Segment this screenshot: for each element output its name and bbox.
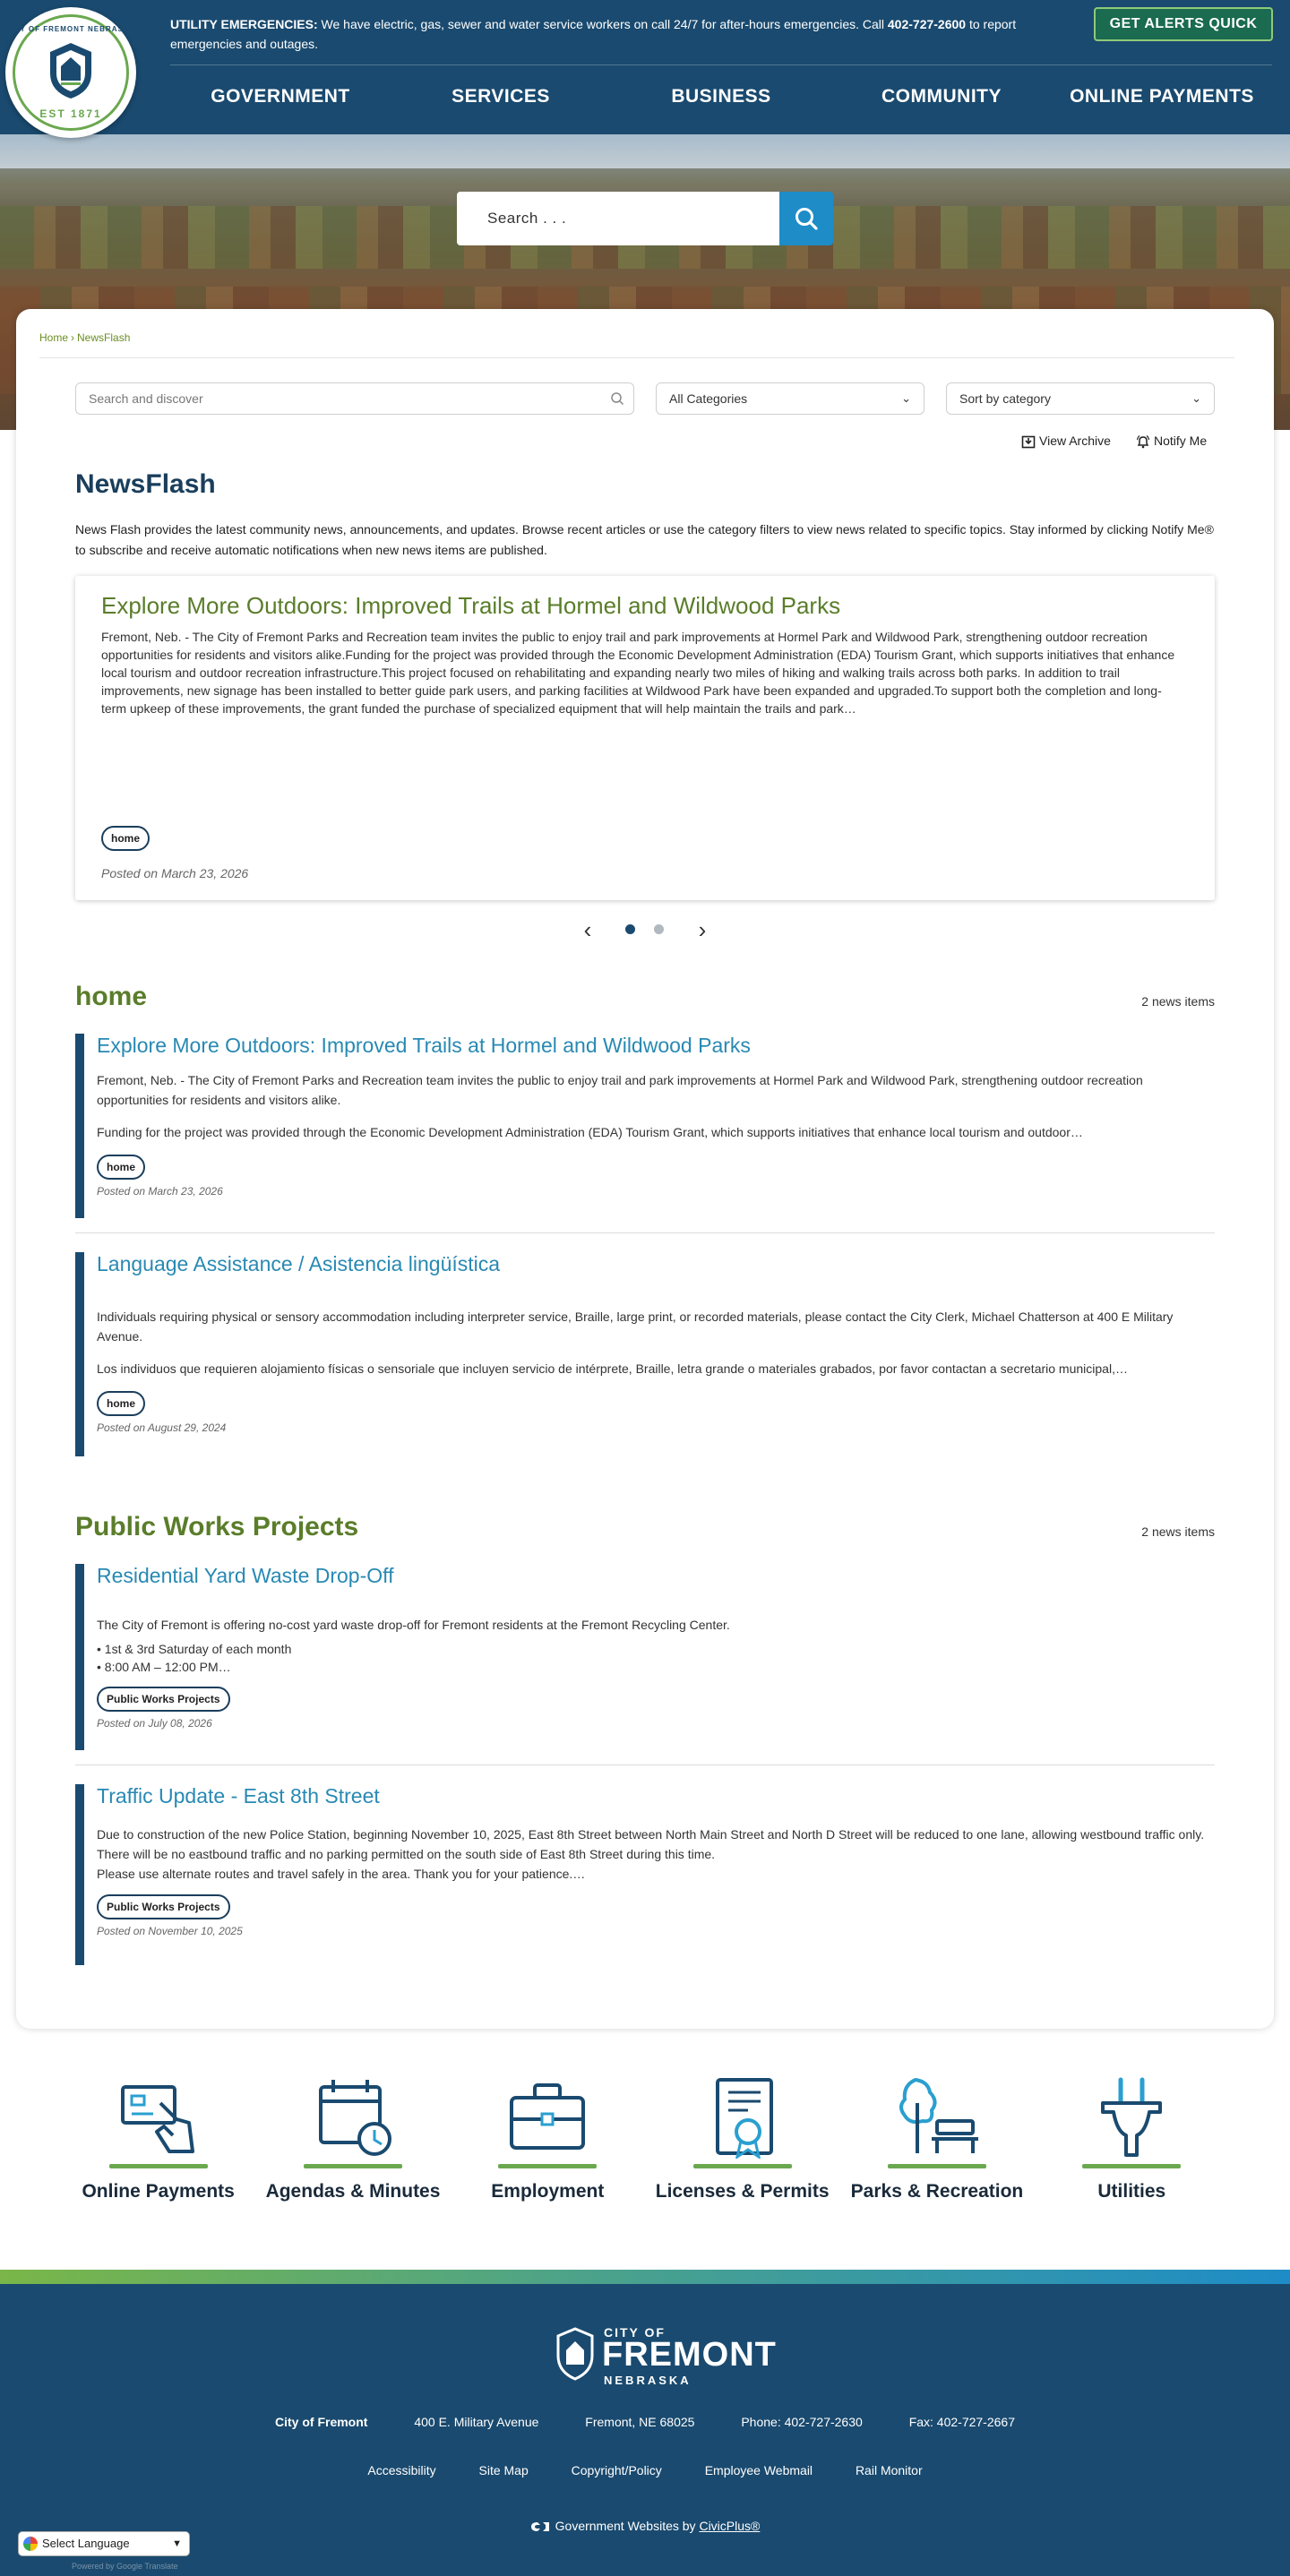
footer-links bbox=[0, 2463, 1290, 2477]
section-count-home: 2 news items bbox=[1141, 994, 1215, 1009]
notify-me-label: Notify Me bbox=[1154, 434, 1208, 448]
breadcrumb-home[interactable]: Home bbox=[39, 331, 69, 344]
chevron-down-icon: ▼ bbox=[172, 2538, 182, 2549]
site-footer bbox=[0, 2284, 1290, 2576]
nav-services[interactable]: SERVICES bbox=[452, 86, 550, 107]
tree-bench-icon bbox=[892, 2076, 982, 2159]
sort-select[interactable] bbox=[946, 382, 1215, 415]
plug-icon bbox=[1087, 2076, 1176, 2159]
news-item-bullet: • 8:00 AM – 12:00 PM… bbox=[97, 1660, 231, 1674]
quick-link-label: Employment bbox=[491, 2181, 605, 2202]
quick-link-underline bbox=[888, 2164, 986, 2168]
footer-link-rail-monitor[interactable]: Rail Monitor bbox=[855, 2463, 923, 2477]
bell-icon bbox=[1136, 434, 1150, 449]
news-item-title[interactable]: Explore More Outdoors: Improved Trails at Hormel and Wildwood Parks bbox=[97, 1034, 751, 1057]
nav-community[interactable]: COMMUNITY bbox=[882, 86, 1002, 107]
news-item-date: Posted on August 29, 2024 bbox=[97, 1421, 227, 1434]
footer-city: Fremont, NE 68025 bbox=[585, 2415, 695, 2429]
nav-government[interactable]: GOVERNMENT bbox=[211, 86, 350, 107]
news-item-text: Funding for the project was provided through the Economic Development Administration (EDA) Tourism Grant, which supports initiatives that enhance local tourism and outdoor… bbox=[97, 1125, 1083, 1139]
quick-link-agendas[interactable] bbox=[255, 2076, 450, 2228]
briefcase-icon bbox=[503, 2076, 592, 2159]
footer-link-copyright[interactable]: Copyright/Policy bbox=[571, 2463, 662, 2477]
quick-link-utilities[interactable] bbox=[1035, 2076, 1229, 2228]
news-item-title[interactable]: Language Assistance / Asistencia lingüística bbox=[97, 1252, 501, 1275]
footer-logo-main: FREMONT bbox=[602, 2336, 777, 2374]
news-item-date: Posted on November 10, 2025 bbox=[97, 1925, 243, 1937]
section-count-public-works: 2 news items bbox=[1141, 1524, 1215, 1539]
nav-online-payments[interactable]: ONLINE PAYMENTS bbox=[1070, 86, 1254, 107]
main-nav bbox=[170, 66, 1272, 127]
alert-text-end: to report emergencies and outages. bbox=[170, 17, 1017, 51]
quick-link-underline bbox=[693, 2164, 792, 2168]
news-search-input[interactable] bbox=[75, 382, 634, 415]
shield-icon bbox=[47, 41, 95, 100]
featured-news-date: Posted on March 23, 2026 bbox=[101, 866, 249, 880]
category-select-value: All Categories bbox=[669, 391, 748, 406]
carousel-dot-1[interactable] bbox=[625, 924, 635, 934]
footer-link-sitemap[interactable]: Site Map bbox=[478, 2463, 529, 2477]
page-title: NewsFlash bbox=[75, 469, 216, 499]
news-item bbox=[75, 1034, 1215, 1218]
quick-link-licenses[interactable] bbox=[645, 2076, 839, 2228]
news-item-bullet: • 1st & 3rd Saturday of each month bbox=[97, 1642, 292, 1656]
calendar-clock-icon bbox=[308, 2076, 398, 2159]
nav-business[interactable]: BUSINESS bbox=[671, 86, 771, 107]
civicplus-prefix: Government Websites by bbox=[555, 2519, 700, 2533]
footer-contact bbox=[0, 2415, 1290, 2429]
category-tag[interactable]: Public Works Projects bbox=[97, 1687, 230, 1712]
card-hand-icon bbox=[114, 2076, 203, 2159]
footer-address: 400 E. Military Avenue bbox=[414, 2415, 539, 2429]
shield-icon bbox=[555, 2327, 595, 2381]
footer-org-name: City of Fremont bbox=[275, 2415, 368, 2429]
quick-link-label: Licenses & Permits bbox=[655, 2181, 830, 2202]
sort-select-value: Sort by category bbox=[959, 391, 1051, 406]
quick-link-label: Parks & Recreation bbox=[850, 2181, 1024, 2202]
breadcrumb-divider bbox=[39, 357, 1234, 358]
banner-horizon bbox=[0, 168, 1290, 186]
banner-sky bbox=[0, 134, 1290, 168]
language-select[interactable] bbox=[18, 2531, 190, 2556]
quick-link-employment[interactable] bbox=[451, 2076, 645, 2228]
quick-link-underline bbox=[498, 2164, 597, 2168]
nav-divider bbox=[170, 64, 1272, 65]
site-search-button[interactable] bbox=[779, 192, 833, 245]
quick-link-underline bbox=[1082, 2164, 1181, 2168]
footer-logo-bottom: NEBRASKA bbox=[604, 2374, 692, 2387]
breadcrumb-separator: › bbox=[71, 331, 75, 344]
news-item-text: Los individuos que requieren alojamiento físicas o sensoriale que incluyen servicio de intérprete, Braille, letra grande o materiales grabados, por favor contactan a secretario municipal,… bbox=[97, 1361, 1128, 1376]
footer-fax: Fax: 402-727-2667 bbox=[908, 2415, 1015, 2429]
featured-news-card bbox=[75, 576, 1215, 900]
item-divider bbox=[75, 1232, 1215, 1233]
quick-link-label: Online Payments bbox=[82, 2181, 235, 2202]
get-alerts-button[interactable]: GET ALERTS QUICK bbox=[1094, 7, 1273, 41]
category-tag[interactable]: Public Works Projects bbox=[97, 1894, 230, 1919]
footer-phone: Phone: 402-727-2630 bbox=[741, 2415, 863, 2429]
news-item-text: Please use alternate routes and travel safely in the area. Thank you for your patience.… bbox=[97, 1867, 586, 1881]
search-icon bbox=[794, 206, 819, 231]
category-tag[interactable]: home bbox=[97, 1155, 145, 1180]
section-title-public-works: Public Works Projects bbox=[75, 1512, 359, 1541]
civicplus-icon bbox=[530, 2521, 550, 2532]
breadcrumb-current[interactable]: NewsFlash bbox=[77, 331, 131, 344]
category-tag[interactable]: home bbox=[97, 1391, 145, 1416]
news-item-title[interactable]: Traffic Update - East 8th Street bbox=[97, 1784, 380, 1807]
logo-est-text: EST 1871 bbox=[39, 107, 102, 120]
certificate-icon bbox=[698, 2076, 787, 2159]
news-item bbox=[75, 1564, 1215, 1750]
quick-links bbox=[61, 2076, 1229, 2228]
footer-logo[interactable] bbox=[555, 2322, 777, 2390]
category-tag[interactable]: home bbox=[101, 826, 150, 851]
news-item-text: Fremont, Neb. - The City of Fremont Parks and Recreation team invites the public to enjoy trail and park improvements at Hormel Park and Wildwood Park, strengthening outdoor recreation opportunities for residents and visitors alike. bbox=[97, 1073, 1143, 1107]
carousel-dot-2[interactable] bbox=[654, 924, 664, 934]
featured-news-title[interactable]: Explore More Outdoors: Improved Trails at Hormel and Wildwood Parks bbox=[101, 592, 841, 619]
search-icon bbox=[610, 391, 624, 406]
carousel-prev-button[interactable]: ‹ bbox=[583, 916, 592, 943]
quick-link-underline bbox=[109, 2164, 208, 2168]
breadcrumb bbox=[39, 331, 130, 344]
page-description: News Flash provides the latest community news, announcements, and updates. Browse recent articles or use the category filters to view news related to specific topics. Stay informed by clicking Notify Me® to subscribe and receive automatic notifications when new news items are published. bbox=[75, 522, 1214, 557]
news-item-text: Due to construction of the new Police Station, beginning November 10, 2025, East 8th Street between North Main Street and North D Street will be reduced to one lane, allowing westbound traffic only. There will be no eastbound traffic and no parking permitted on the south side of East 8th Street during this time. bbox=[97, 1827, 1205, 1861]
section-title-home: home bbox=[75, 982, 148, 1011]
chevron-down-icon: ⌄ bbox=[1191, 391, 1201, 405]
site-header bbox=[0, 0, 1290, 134]
alert-phone: 402-727-2600 bbox=[887, 17, 967, 31]
google-icon bbox=[23, 2537, 38, 2551]
footer-link-accessibility[interactable]: Accessibility bbox=[367, 2463, 436, 2477]
news-search-placeholder: Search and discover bbox=[89, 391, 203, 406]
alert-text: We have electric, gas, sewer and water service workers on call 24/7 for after-hours emergencies. Call bbox=[317, 17, 888, 31]
civicplus-credit bbox=[0, 2519, 1290, 2533]
alert-label: UTILITY EMERGENCIES: bbox=[170, 17, 318, 31]
language-select-label: Select Language bbox=[42, 2537, 130, 2550]
featured-news-body: Fremont, Neb. - The City of Fremont Parks and Recreation team invites the public to enjoy trail and park improvements at Hormel Park and Wildwood Park, strengthening outdoor recreation opportunities for residents and visitors alike.Funding for the project was provided through the Economic Development Administration (EDA) Tourism Grant, which supports initiatives that enhance local tourism and outdoor recreation infrastructure.This project focused on rehabilitating and expanding nearly two miles of hiking and walking trails across both parks. In addition to trail improvements, new signage has been installed to better guide park users, and parking facilities at Wildwood Park have been expanded and upgraded.To support both the completion and long-term upkeep of these improvements, the grant funded the purchase of specialized equipment that will help maintain the trails and park… bbox=[101, 630, 1175, 716]
city-logo[interactable] bbox=[5, 7, 136, 138]
news-item-text: Individuals requiring physical or sensory accommodation including interpreter service, Braille, large print, or recorded materials, please contact the City Clerk, Michael Chatterson at 400 E Military Avenue. bbox=[97, 1309, 1174, 1344]
news-item bbox=[75, 1252, 1215, 1456]
news-item bbox=[75, 1784, 1215, 1965]
news-tools bbox=[1021, 430, 1215, 451]
news-item-date: Posted on March 23, 2026 bbox=[97, 1185, 223, 1198]
carousel-controls bbox=[573, 915, 717, 944]
news-item-date: Posted on July 08, 2026 bbox=[97, 1717, 212, 1730]
quick-link-label: Utilities bbox=[1097, 2181, 1166, 2202]
chevron-down-icon: ⌄ bbox=[901, 391, 911, 405]
view-archive-link[interactable] bbox=[1021, 430, 1111, 451]
quick-link-label: Agendas & Minutes bbox=[265, 2181, 441, 2202]
civicplus-link[interactable]: CivicPlus® bbox=[699, 2519, 761, 2533]
footer-logo-top: CITY OF bbox=[604, 2325, 666, 2340]
archive-icon bbox=[1021, 434, 1036, 449]
logo-top-text: CITY OF FREMONT NEBRASKA bbox=[5, 25, 136, 33]
footer-stripe bbox=[0, 2270, 1290, 2284]
news-item-title[interactable]: Residential Yard Waste Drop-Off bbox=[97, 1564, 394, 1587]
google-translate-credit: Powered by Google Translate bbox=[72, 2562, 178, 2571]
site-search-input[interactable]: Search . . . bbox=[457, 192, 779, 245]
quick-link-online-payments[interactable] bbox=[61, 2076, 255, 2228]
news-item-text: The City of Fremont is offering no-cost yard waste drop-off for Fremont residents at the Fremont Recycling Center. bbox=[97, 1618, 730, 1632]
quick-link-parks[interactable] bbox=[839, 2076, 1034, 2228]
category-select[interactable] bbox=[656, 382, 924, 415]
footer-link-webmail[interactable]: Employee Webmail bbox=[704, 2463, 813, 2477]
utility-alert bbox=[170, 14, 1066, 54]
notify-me-link[interactable] bbox=[1136, 430, 1207, 451]
view-archive-label: View Archive bbox=[1039, 434, 1111, 448]
carousel-next-button[interactable]: › bbox=[698, 916, 707, 943]
quick-link-underline bbox=[304, 2164, 402, 2168]
